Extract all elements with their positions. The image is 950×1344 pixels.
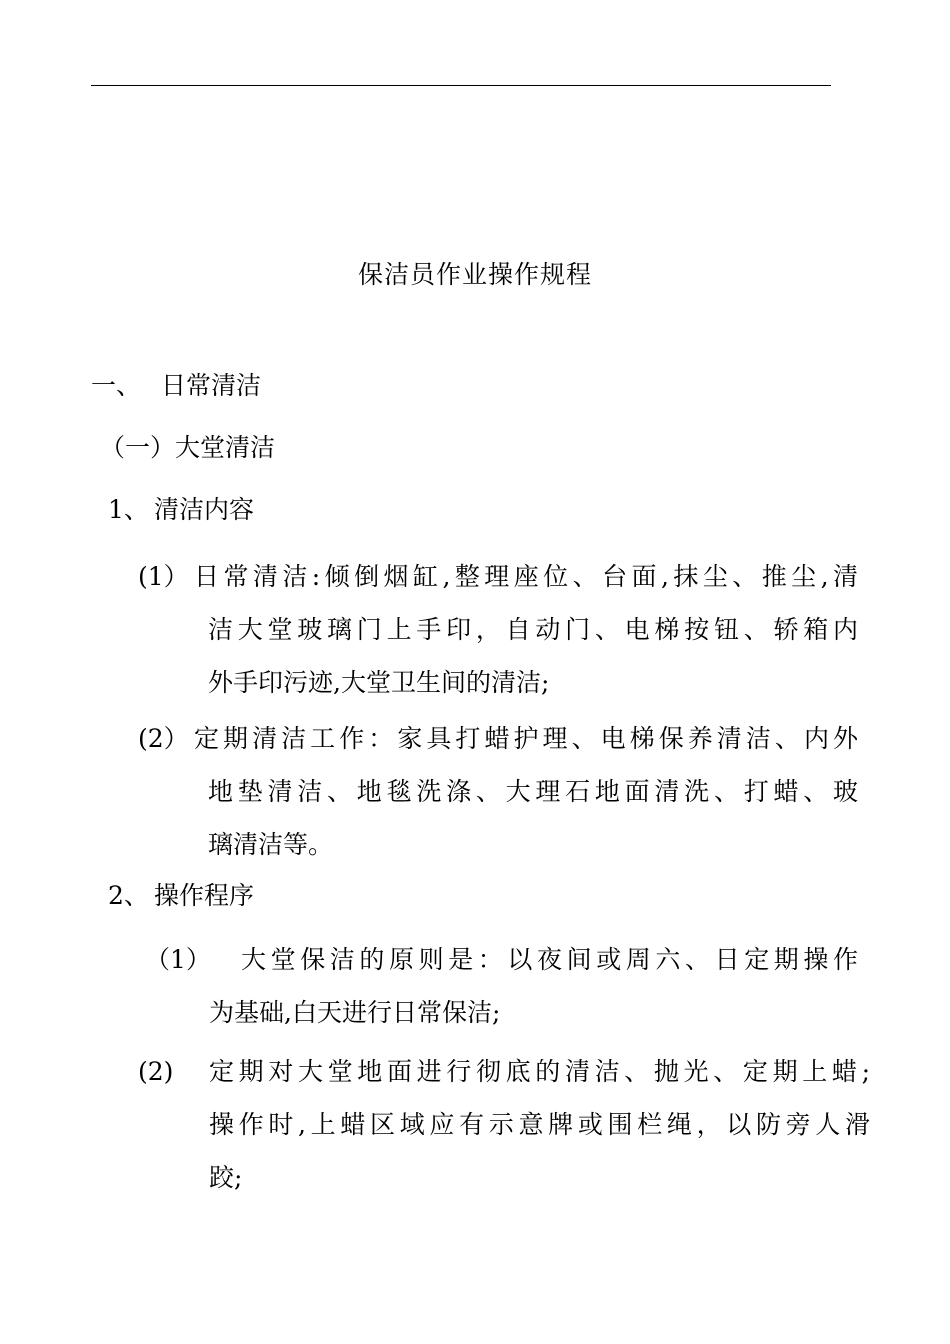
item-line: 洁大堂玻璃门上手印，自动门、电梯按钮、轿箱内: [208, 615, 858, 644]
item-line: 日常清洁:倾倒烟缸,整理座位、台面,抹尘、推尘,清: [194, 562, 858, 591]
item-line: 为基础,白天进行日常保洁;: [209, 998, 501, 1027]
item-body: [209, 1045, 870, 1204]
header-rule: [91, 85, 831, 86]
item-label: (2): [138, 1057, 174, 1086]
item-line: 璃清洁等。: [208, 830, 334, 859]
item-label: (2）: [138, 724, 189, 753]
list-item: [138, 550, 858, 715]
document-title: 保洁员作业操作规程: [357, 260, 592, 289]
item-body: [194, 550, 858, 709]
point-heading: [108, 879, 254, 913]
item-line: 操作时,上蜡区域应有示意牌或围栏绳，以防旁人滑: [209, 1110, 870, 1139]
item-line: 定期清洁工作：家具打蜡护理、电梯保养清洁、内外: [194, 724, 858, 753]
item-line: 跤;: [209, 1163, 243, 1192]
item-label: (1）: [138, 562, 189, 591]
item-body: [194, 712, 858, 871]
subsection-heading: （一）大堂清洁: [100, 433, 276, 462]
point-title: 操作程序: [154, 881, 255, 910]
item-line: 大堂保洁的原则是：以夜间或周六、日定期操作: [241, 945, 858, 974]
item-line: 外手印污迹,大堂卫生间的清洁;: [208, 668, 550, 697]
section-number: 一、: [91, 371, 142, 400]
point-number: 2、: [108, 881, 149, 910]
item-body: [209, 933, 858, 1039]
section-heading: [91, 369, 261, 403]
section-title: 日常清洁: [161, 371, 262, 400]
point-number: 1、: [108, 495, 149, 524]
point-title: 清洁内容: [154, 495, 255, 524]
item-line: 地垫清洁、地毯洗涤、大理石地面清洗、打蜡、玻: [208, 777, 858, 806]
point-heading: [108, 493, 254, 527]
item-line: 定期对大堂地面进行彻底的清洁、抛光、定期上蜡;: [209, 1057, 870, 1086]
item-label: （1）: [145, 945, 211, 974]
list-item: [138, 712, 858, 877]
list-item: [138, 1045, 870, 1205]
list-item: [145, 933, 858, 1043]
